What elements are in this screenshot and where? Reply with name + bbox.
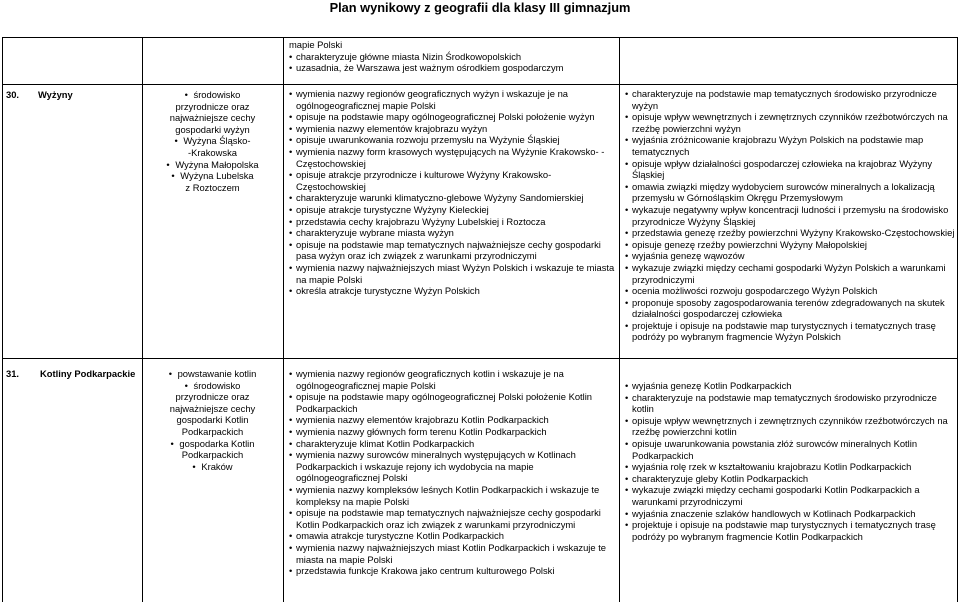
content-item: • środowisko przyrodnicze oraz najważniejsze cechy gospodarki Kotlin Podkarpackich — [143, 380, 282, 438]
list-item: • wyjaśnia genezę Kotlin Podkarpackich — [625, 380, 955, 392]
list-item: • wyjaśnia genezę wąwozów — [625, 250, 955, 262]
content-item: • Wyżyna Małopolska — [143, 159, 282, 171]
row-divider — [2, 84, 958, 85]
list-item: • charakteryzuje wybrane miasta wyżyn — [289, 227, 615, 239]
page-title: Plan wynikowy z geografii dla klasy III gimnazjum — [329, 0, 631, 15]
table-border-top — [2, 37, 958, 38]
row-topic: Wyżyny — [38, 89, 73, 100]
list-item: • wykazuje związki między cechami gospodarki Kotlin Podkarpackich a warunkami przyrodniczymi — [625, 484, 955, 507]
list-item: • opisuje uwarunkowania rozwoju przemysłu na Wyżynie Śląskiej — [289, 134, 615, 146]
row-topic: Kotliny Podkarpackie — [40, 368, 136, 379]
list-item: • przedstawia funkcje Krakowa jako centrum kulturowego Polski — [289, 565, 615, 577]
list-item: • opisuje wpływ wewnętrznych i zewnętrznych czynników rzeźbotwórczych na rzeźbę powierzchni wyżyn — [625, 111, 955, 134]
content-item: • powstawanie kotlin — [143, 368, 282, 380]
list-item: • opisuje atrakcje turystyczne Wyżyny Kieleckiej — [289, 204, 615, 216]
content-item: • środowisko przyrodnicze oraz najważniejsze cechy gospodarki wyżyn — [143, 89, 282, 135]
list-item: • wyjaśnia rolę rzek w kształtowaniu krajobrazu Kotlin Podkarpackich — [625, 461, 955, 473]
list-item: • wymienia nazwy głównych form terenu Kotlin Podkarpackich — [289, 426, 615, 438]
table-border-right — [957, 37, 958, 602]
list-item: • uzasadnia, że Warszawa jest ważnym ośrodkiem gospodarczym — [289, 62, 615, 74]
list-item: • charakteryzuje na podstawie map tematycznych środowisko przyrodnicze kotlin — [625, 392, 955, 415]
list-item: • charakteryzuje warunki klimatyczno-glebowe Wyżyny Sandomierskiej — [289, 192, 615, 204]
list-item: • projektuje i opisuje na podstawie map turystycznych i tematycznych trasę podróży po wybranym fragmencie Wyżyn Polskich — [625, 320, 955, 343]
list-item: • wymienia nazwy elementów krajobrazu Kotlin Podkarpackich — [289, 414, 615, 426]
list-item: • opisuje na podstawie map tematycznych najważniejsze cechy gospodarki Kotlin Podkarpackich oraz ich związek z warunkami przyrodniczymi — [289, 507, 615, 530]
list-item: • wymienia nazwy najważniejszych miast Wyżyn Polskich i wskazuje te miasta na mapie Polski — [289, 262, 615, 285]
content-item: • Kraków — [143, 461, 282, 473]
row-number: 31. — [6, 368, 20, 379]
list-item: • określa atrakcje turystyczne Wyżyn Polskich — [289, 285, 615, 297]
list-item: • wyjaśnia znaczenie szlaków handlowych w Kotlinach Podkarpackich — [625, 508, 955, 520]
list-item: • proponuje sposoby zagospodarowania terenów zdegradowanych na skutek działalności gospodarczej człowieka — [625, 297, 955, 320]
list-item: • charakteryzuje gleby Kotlin Podkarpackich — [625, 473, 955, 485]
list-item: • omawia związki między wydobyciem surowców mineralnych a lokalizacją przemysłu w Górnośląskim Okręgu Przemysłowym — [625, 181, 955, 204]
column-divider — [283, 37, 284, 602]
list-item: • projektuje i opisuje na podstawie map turystycznych i tematycznych trasę podróży po wybranym fragmencie Kotlin Podkarpackich — [625, 519, 955, 542]
list-item: • wymienia nazwy regionów geograficznych wyżyn i wskazuje je na ogólnogeograficznej mapie Polski — [289, 88, 615, 111]
list-item: • opisuje uwarunkowania powstania złóż surowców mineralnych Kotlin Podkarpackich — [625, 438, 955, 461]
continuation-text: mapie Polski — [289, 39, 343, 50]
list-item: • wymienia nazwy najważniejszych miast Kotlin Podkarpackich i wskazuje te miasta na mapie Polski — [289, 542, 615, 565]
list-item: • opisuje atrakcje przyrodnicze i kulturowe Wyżyny Krakowsko-Częstochowskiej — [289, 169, 615, 192]
list-item: • omawia atrakcje turystyczne Kotlin Podkarpackich — [289, 530, 615, 542]
list-item: • wymienia nazwy surowców mineralnych występujących w Kotlinach Podkarpackich i wskazuje rejony ich wydobycia na mapie ogólnogeograficznej Polski — [289, 449, 615, 484]
list-item: • ocenia możliwości rozwoju gospodarczego Wyżyn Polskich — [625, 285, 955, 297]
row-content — [143, 89, 282, 193]
list-item: • wyjaśnia zróżnicowanie krajobrazu Wyżyn Polskich na podstawie map tematycznych — [625, 134, 955, 157]
list-item: • wymienia nazwy elementów krajobrazu wyżyn — [289, 123, 615, 135]
list-item: • opisuje genezę rzeźby powierzchni Wyżyny Małopolskiej — [625, 239, 955, 251]
list-item: • wymienia nazwy form krasowych występujących na Wyżynie Krakowsko- -Częstochowskiej — [289, 146, 615, 169]
continuation-list — [289, 51, 615, 74]
column-divider — [619, 37, 620, 602]
row-divider — [2, 358, 958, 359]
extended-requirements — [621, 380, 955, 600]
list-item: • opisuje na podstawie map tematycznych najważniejsze cechy gospodarki pasa wyżyn oraz ich związek z warunkami przyrodniczymi — [289, 239, 615, 262]
extended-requirements — [621, 88, 955, 356]
content-item: • Wyżyna Lubelska z Roztoczem — [143, 170, 282, 193]
list-item: • opisuje wpływ działalności gospodarczej człowieka na krajobraz Wyżyny Śląskiej — [625, 158, 955, 181]
content-item: • gospodarka Kotlin Podkarpackich — [143, 438, 282, 461]
basic-requirements — [285, 368, 615, 600]
basic-requirements — [285, 88, 615, 356]
list-item: • przedstawia genezę rzeźby powierzchni Wyżyny Krakowsko-Częstochowskiej — [625, 227, 955, 239]
list-item: • wykazuje związki między cechami gospodarki Wyżyn Polskich a warunkami przyrodniczymi — [625, 262, 955, 285]
content-item: • Wyżyna Śląsko- -Krakowska — [143, 135, 282, 158]
list-item: • charakteryzuje klimat Kotlin Podkarpackich — [289, 438, 615, 450]
table-border-left — [2, 37, 3, 602]
row-content — [143, 368, 282, 472]
continuation-cell — [285, 39, 615, 83]
list-item: • charakteryzuje na podstawie map tematycznych środowisko przyrodnicze wyżyn — [625, 88, 955, 111]
list-item: • przedstawia cechy krajobrazu Wyżyny Lubelskiej i Roztocza — [289, 216, 615, 228]
list-item: • wykazuje negatywny wpływ koncentracji ludności i przemysłu na środowisko przyrodnicze Wyżyny Śląskiej — [625, 204, 955, 227]
list-item: • wymienia nazwy kompleksów leśnych Kotlin Podkarpackich i wskazuje te kompleksy na mapie Polski — [289, 484, 615, 507]
list-item: • charakteryzuje główne miasta Nizin Środkowopolskich — [289, 51, 615, 63]
list-item: • wymienia nazwy regionów geograficznych kotlin i wskazuje je na ogólnogeograficznej mapie Polski — [289, 368, 615, 391]
row-number: 30. — [6, 89, 20, 100]
list-item: • opisuje na podstawie mapy ogólnogeograficznej Polski położenie Kotlin Podkarpackich — [289, 391, 615, 414]
list-item: • opisuje na podstawie mapy ogólnogeograficznej Polski położenie wyżyn — [289, 111, 615, 123]
list-item: • opisuje wpływ wewnętrznych i zewnętrznych czynników rzeźbotwórczych na rzeźbę powierzchni kotlin — [625, 415, 955, 438]
